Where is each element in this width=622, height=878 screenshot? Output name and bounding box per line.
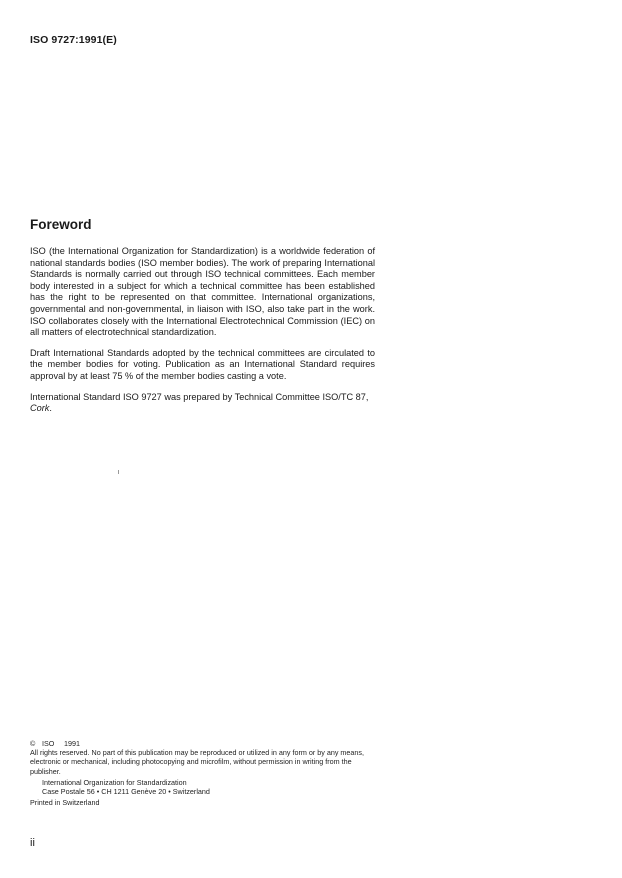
page-number: ii [30,837,35,849]
copyright-symbol: © [30,739,36,748]
scan-mark [118,470,119,474]
foreword-paragraph-3 [30,392,375,415]
committee-name: Cork [30,403,50,414]
foreword-paragraph-2: Draft International Standards adopted by the technical committees are circulated to the member bodies for voting. Publication as an International Standard requires approval by at least 75 % of the member bodies casting a vote. [30,347,375,381]
paragraph-3-end: . [49,403,52,414]
publisher-address: Case Postale 56 • CH 1211 Genève 20 • Switzerland [42,787,210,797]
copyright-line [30,739,375,748]
copyright-block [30,739,375,807]
paragraph-3-text: International Standard ISO 9727 was prepared by Technical Committee ISO/TC 87, [30,391,369,402]
copyright-owner: ISO [42,739,55,748]
standard-code-header: ISO 9727:1991(E) [30,34,117,46]
rights-statement: All rights reserved. No part of this publication may be reproduced or utilized in any form or by any means, electronic or mechanical, including photocopying and microfilm, without permission in writing from the publisher. [30,748,364,776]
foreword-body [30,246,375,424]
printed-in: Printed in Switzerland [30,798,100,808]
foreword-heading: Foreword [30,217,92,232]
copyright-year: 1991 [64,739,80,748]
foreword-paragraph-1: ISO (the International Organization for Standardization) is a worldwide federation of national standards bodies (ISO member bodies). The work of preparing International Standards is normally carried out through ISO technical committees. Each member body interested in a subject for which a technical committee has been established has the right to be represented on that committee. International organizations, governmental and non-governmental, in liaison with ISO, also take part in the work. ISO collaborates closely with the International Electrotechnical Commission (IEC) on all matters of electrotechnical standardization. [30,246,375,338]
publisher-organization: International Organization for Standardization [42,777,187,787]
